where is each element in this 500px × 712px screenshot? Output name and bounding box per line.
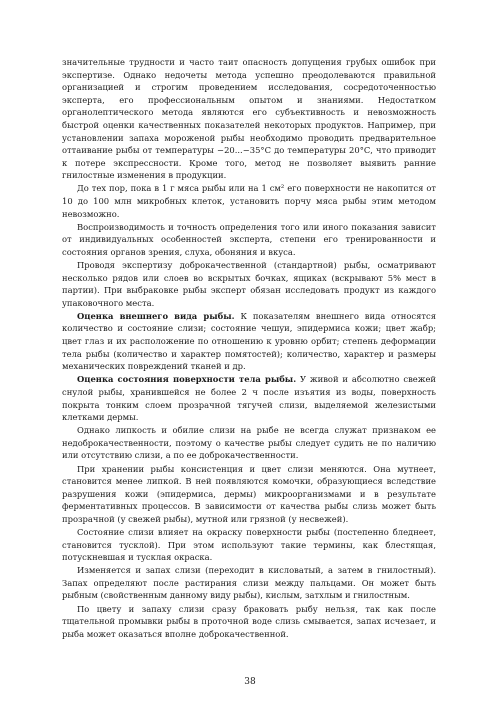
paragraph-11: По цвету и запаху слизи сразу браковать рыбу нельзя, так как после тщательной промывки рыбы в проточной воде слизь смывается, запах исчезает, и рыба может оказаться вполне доброкачественной. [62,603,436,639]
paragraph-6: Оценка состояния поверхности тела рыбы. У живой и абсолютно свежей снулой рыбы, хранившейся не более 2 ч после изъятия из воды, поверхность покрыта тонким слоем прозрачной тягучей слизи, выделяемой железистыми клетками дермы. [62,374,436,423]
paragraph-8: При хранении рыбы консистенция и цвет слизи меняются. Она мутнеет, становится менее липкой. В ней появляются комочки, образующиеся вследствие разрушения кожи (эпидермиса, дермы) микроорганизмами и в результате ферментативных процессов. В зависимости от качества рыбы слизь может быть прозрачной (у свежей рыбы), мутной или грязной (у несвежей). [62,463,436,524]
paragraph-5: Оценка внешнего вида рыбы. К показателям внешнего вида относятся количество и состояние слизи; состояние чешуи, эпидермиса кожи; цвет жабр; цвет глаз и их расположение по отношению к уровню орбит; степень деформации тела рыбы (количество и характер помятостей); количество, характер и размеры механических повреждений тканей и др. [62,310,437,372]
body-text [62,56,436,640]
paragraph-1: значительные трудности и часто таит опасность допущения грубых ошибок при экспертизе. Однако недочеты метода успешно преодолеваются правильной организацией и строгим проведением исследования, сосредоточенностью эксперта, его профессиональным опытом и знаниями. Недостатком органолептического метода являются его субъективность и невозможность быстрой оценки качественных показателей некоторых продуктов. Например, при установлении запаха мороженой рыбы необходимо проводить предварительное оттаивание рыбы от температуры −20...−35°С до температуры 20°С, что приводит к потере экспрессности. Кроме того, метод не позволяет выявить ранние гнилостные изменения в продукции. [62,57,436,181]
paragraph-10: Изменяется и запах слизи (переходит в кисловатый, а затем в гнилостный). Запах определяют после растирания слизи между пальцами. Он может быть рыбным (свойственным данному виду рыбы), кислым, затхлым и гнилостным. [62,565,436,601]
paragraph-3: Воспроизводимость и точность определения того или иного показания зависит от индивидуальных особенностей эксперта, степени его тренированности и состояния органов зрения, слуха, обоняния и вкуса. [62,221,436,257]
paragraph-9: Состояние слизи влияет на окраску поверхности рыбы (постепенно бледнеет, становится тусклой). При этом используют такие термины, как блестящая, потускневшая и тусклая окраска. [62,526,436,563]
paragraph-2: До тех пор, пока в 1 г мяса рыбы или на 1 см² его поверхности не накопится от 10 до 100 млн микробных клеток, установить порчу мяса рыбы этим методом невозможно. [62,183,436,219]
page-number: 38 [244,677,256,687]
paragraph-7: Однако липкость и обилие слизи на рыбе не всегда служат признаком ее недоброкачественности, поэтому о качестве рыбы следует судить не по наличию или отсутствию слизи, а по ее доброкачественности. [62,425,436,461]
section-heading-surface: Оценка состояния поверхности тела рыбы. [77,374,297,385]
paragraph-4: Проводя экспертизу доброкачественной (стандартной) рыбы, осматривают несколько рядов или слоев во вскрытых бочках, ящиках (вскрывают 5% мест в партии). При выбраковке рыбы эксперт обязан исследовать продукт из каждого упаковочного места. [62,260,436,308]
section-heading-appearance: Оценка внешнего вида рыбы. [77,310,235,321]
